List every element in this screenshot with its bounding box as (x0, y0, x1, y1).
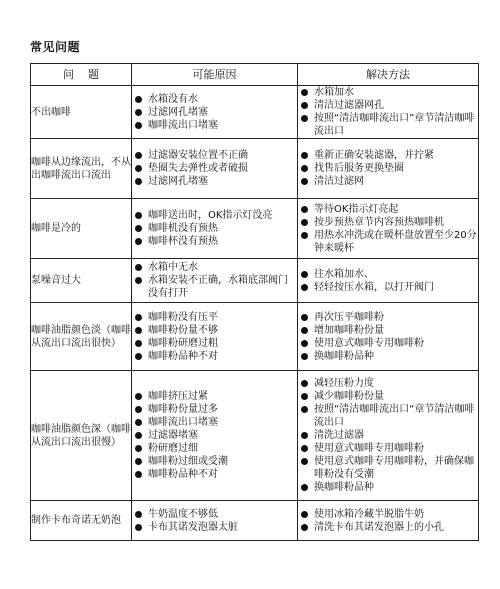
list-item: 使用意式咖啡专用咖啡粉 (298, 337, 478, 350)
solutions-cell (298, 199, 479, 259)
list-item: 过滤器堵塞 (132, 429, 297, 442)
list-item: 咖啡粉过细或受潮 (132, 455, 297, 468)
page-title: 常见问题 (30, 40, 81, 54)
list-item: 咖啡挤压过紧 (132, 390, 297, 403)
solutions-cell (298, 371, 479, 501)
list-item: 按照“清洁咖啡流出口“章节清洁咖啡流出口 (298, 403, 478, 429)
list-item: 卡布其诺发泡器太脏 (132, 521, 297, 534)
solutions-list (298, 311, 478, 363)
causes-cell (132, 139, 298, 199)
causes-list (132, 508, 297, 534)
list-item: 轻轻按压水箱，以打开阀门 (298, 281, 478, 294)
solutions-list (298, 149, 478, 188)
table-row (31, 371, 479, 501)
list-item: 咖啡流出口堵塞 (132, 119, 297, 132)
causes-cell (132, 199, 298, 259)
list-item: 垫圈失去弹性或者破损 (132, 162, 297, 175)
list-item: 增加咖啡粉份量 (298, 324, 478, 337)
problem-cell: 咖啡从边缘流出，不从出咖啡流出口流出 (31, 139, 132, 199)
list-item: 往水箱加水、 (298, 268, 478, 281)
list-item: 水箱中无水 (132, 261, 297, 274)
faq-table (30, 63, 479, 541)
causes-cell (132, 303, 298, 371)
problem-cell: 咖啡油脂颜色深（咖啡从流出口流出很慢） (31, 371, 132, 501)
problem-cell: 不出咖啡 (31, 86, 132, 139)
solutions-cell (298, 259, 479, 303)
list-item: 找售后服务更换垫圈 (298, 162, 478, 175)
causes-list (132, 311, 297, 363)
table-row (31, 199, 479, 259)
solutions-cell (298, 139, 479, 199)
header-problem: 问 题 (31, 64, 132, 86)
solutions-cell (298, 86, 479, 139)
header-causes: 可能原因 (132, 64, 298, 86)
list-item: 咖啡杯没有预热 (132, 235, 297, 248)
faq-table-body (31, 86, 479, 541)
causes-list (132, 261, 297, 300)
list-item: 重新正确安装滤器，并拧紧 (298, 149, 478, 162)
causes-cell (132, 259, 298, 303)
solutions-list (298, 268, 478, 294)
list-item: 水箱安装不正确，水箱底部阀门没有打开 (132, 274, 297, 300)
problem-cell: 泵噪音过大 (31, 259, 132, 303)
list-item: 减轻压粉力度 (298, 377, 478, 390)
solutions-cell (298, 303, 479, 371)
list-item: 咖啡机没有预热 (132, 222, 297, 235)
list-item: 等待OK指示灯亮起 (298, 203, 478, 216)
list-item: 水箱没有水 (132, 93, 297, 106)
list-item: 咖啡粉品种不对 (132, 468, 297, 481)
list-item: 水箱加水 (298, 86, 478, 99)
table-row (31, 259, 479, 303)
list-item: 按照“清洁咖啡流出口”章节清洁咖啡流出口 (298, 112, 478, 138)
table-row (31, 139, 479, 199)
list-item: 使用冰箱冷藏半脱脂牛奶 (298, 508, 478, 521)
list-item: 咖啡粉份量不够 (132, 324, 297, 337)
solutions-list (298, 203, 478, 255)
header-solutions: 解决方法 (298, 64, 479, 86)
problem-cell: 制作卡布奇诺无奶泡 (31, 501, 132, 541)
list-item: 咖啡粉品种不对 (132, 350, 297, 363)
list-item: 换咖啡粉品种 (298, 481, 478, 494)
problem-cell: 咖啡是冷的 (31, 199, 132, 259)
solutions-cell (298, 501, 479, 541)
list-item: 用热水冲洗或在暖杯盘放置至少20分钟来暖杯 (298, 229, 478, 255)
solutions-list (298, 86, 478, 138)
list-item: 使用意式咖啡专用咖啡粉，并确保咖啡粉没有受潮 (298, 455, 478, 481)
list-item: 清洗卡布其诺发泡器上的小孔 (298, 521, 478, 534)
table-header-row (31, 64, 479, 86)
causes-list (132, 93, 297, 132)
list-item: 使用意式咖啡专用咖啡粉 (298, 442, 478, 455)
causes-list (132, 209, 297, 248)
list-item: 咖啡送出时，OK指示灯没亮 (132, 209, 297, 222)
list-item: 再次压平咖啡粉 (298, 311, 478, 324)
table-row (31, 303, 479, 371)
solutions-list (298, 377, 478, 494)
list-item: 换咖啡粉品种 (298, 350, 478, 363)
causes-cell (132, 86, 298, 139)
list-item: 减少咖啡粉份量 (298, 390, 478, 403)
list-item: 按步预热章节内容预热咖啡机 (298, 216, 478, 229)
list-item: 咖啡粉没有压平 (132, 311, 297, 324)
table-row (31, 86, 479, 139)
list-item: 清洗过滤器 (298, 429, 478, 442)
list-item: 过滤网孔堵塞 (132, 106, 297, 119)
table-row (31, 501, 479, 541)
list-item: 过滤网孔堵塞 (132, 175, 297, 188)
list-item: 咖啡粉份量过多 (132, 403, 297, 416)
list-item: 咖啡流出口堵塞 (132, 416, 297, 429)
causes-cell (132, 501, 298, 541)
causes-cell (132, 371, 298, 501)
causes-list (132, 149, 297, 188)
list-item: 咖啡粉研磨过粗 (132, 337, 297, 350)
list-item: 粉研磨过细 (132, 442, 297, 455)
solutions-list (298, 508, 478, 534)
list-item: 清洁过滤器网孔 (298, 99, 478, 112)
list-item: 牛奶温度不够低 (132, 508, 297, 521)
causes-list (132, 390, 297, 481)
list-item: 清洁过滤网 (298, 175, 478, 188)
list-item: 过滤器安装位置不正确 (132, 149, 297, 162)
problem-cell: 咖啡油脂颜色淡（咖啡从流出口流出很快） (31, 303, 132, 371)
